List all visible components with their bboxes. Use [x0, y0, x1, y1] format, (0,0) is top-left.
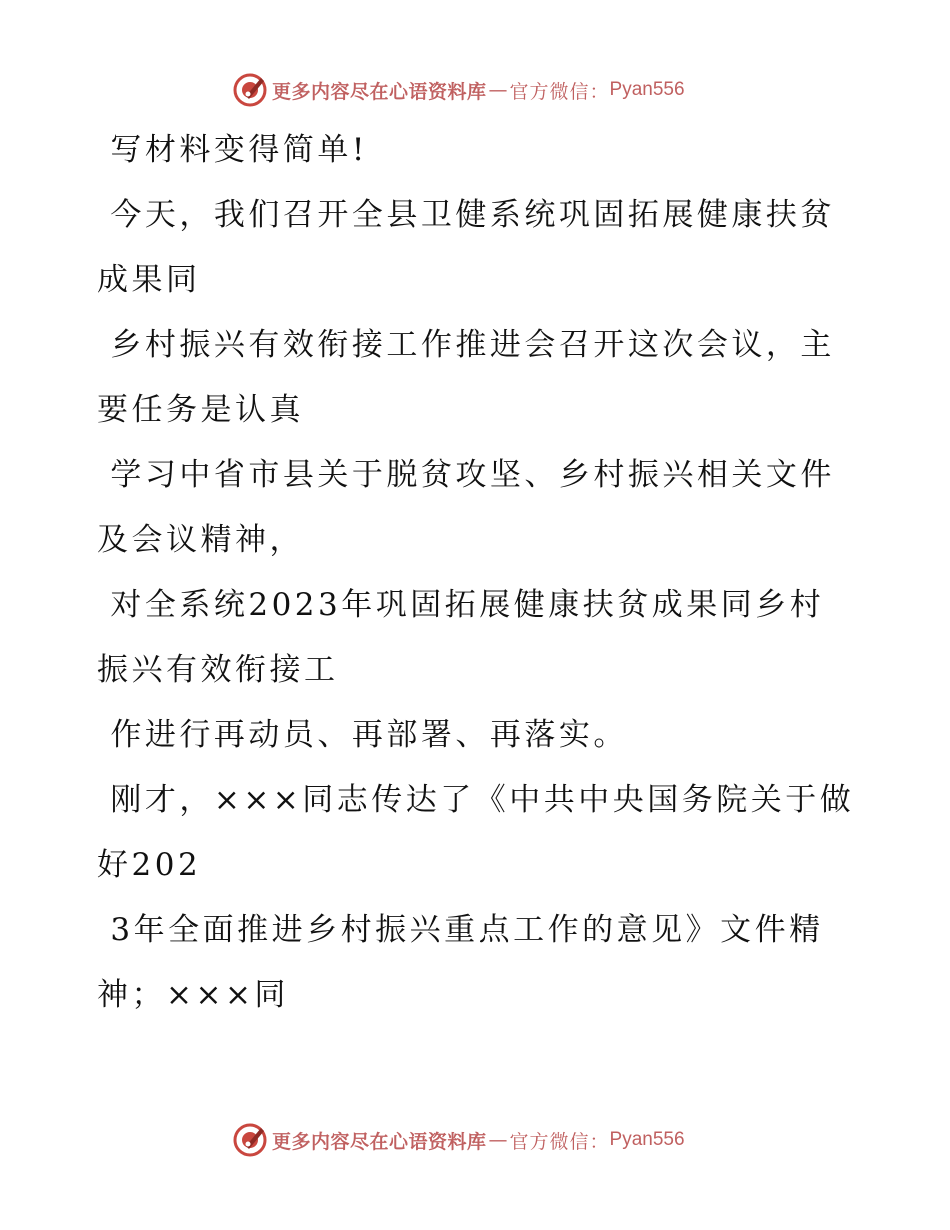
- body-line-8: 3年全面推进乡村振兴重点工作的意见》文件精神；×××同: [97, 912, 824, 1013]
- banner-wechat-id: Pyan556: [609, 1129, 685, 1150]
- footer-watermark-banner: [232, 1120, 685, 1160]
- header-watermark-banner: [232, 70, 685, 110]
- body-line-3: 乡村振兴有效衔接工作推进会召开这次会议，主要任务是认真: [97, 327, 835, 428]
- body-line-1: 写材料变得简单!: [97, 132, 368, 168]
- pen-logo-icon: [232, 1122, 268, 1158]
- body-line-5: 对全系统2023年巩固拓展健康扶贫成果同乡村振兴有效衔接工: [97, 587, 825, 688]
- banner-dash: —: [488, 79, 508, 101]
- pen-logo-icon: [232, 72, 268, 108]
- body-line-6: 作进行再动员、再部署、再落实。: [97, 717, 628, 753]
- banner-main-text: 更多内容尽在心语资料库: [272, 80, 487, 103]
- body-line-4: 学习中省市县关于脱贫攻坚、乡村振兴相关文件及会议精神，: [97, 457, 835, 558]
- banner-main-text: 更多内容尽在心语资料库: [272, 1130, 487, 1153]
- banner-dash: —: [488, 1129, 508, 1151]
- body-line-7: 刚才，×××同志传达了《中共中央国务院关于做好202: [97, 782, 855, 883]
- document-body: [97, 118, 857, 1028]
- banner-wechat-label: 官方微信：: [509, 1130, 610, 1153]
- body-line-2: 今天，我们召开全县卫健系统巩固拓展健康扶贫成果同: [97, 197, 835, 298]
- banner-wechat-label: 官方微信：: [509, 80, 610, 103]
- banner-wechat-id: Pyan556: [609, 79, 685, 100]
